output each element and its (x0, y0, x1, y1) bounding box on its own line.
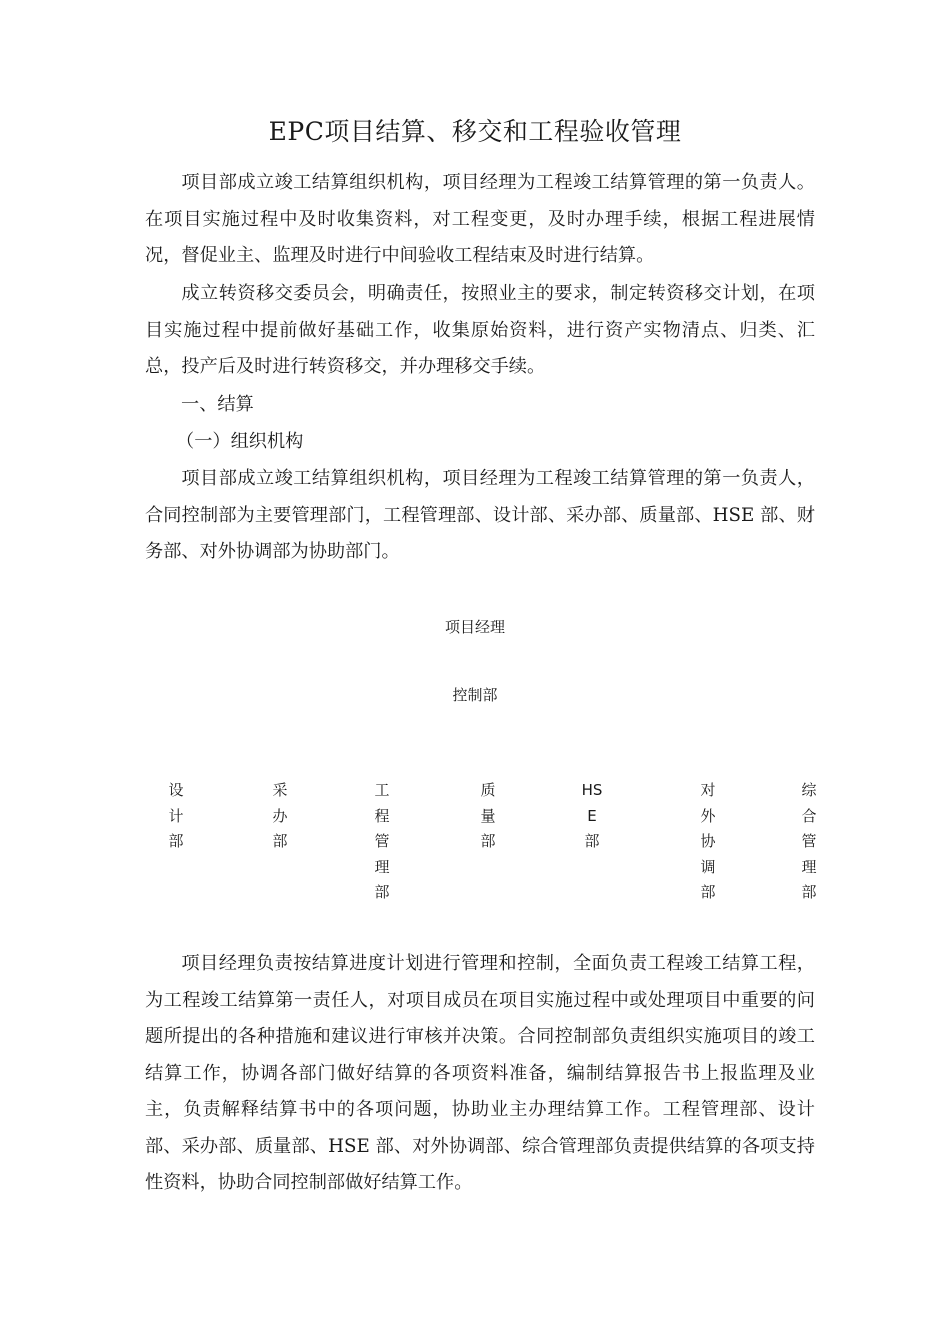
org-node-procurement-dept: 采办部 (272, 781, 288, 850)
heading-organization: （一）组织机构 (176, 431, 304, 452)
org-node-project-manager: 项目经理 (444, 618, 505, 636)
paragraph-responsibilities: 项目经理负责按结算进度计划进行管理和控制，全面负责工程竣工结算工程，为工程竣工结算第一责任人，对项目成员在项目实施过程中或处理项目中重要的问题所提出的各种措施和建议进行审核并决策。合同控制部负责组织实施项目的竣工结算工作，协调各部门做好结算的各项资料准备，编制结算报告书上报监理及业主，负责解释结算书中的各项问题，协助业主办理结算工作。工程管理部、设计部、采办部、质量部、HSE 部、对外协调部、综合管理部负责提供结算的各项支持性资料，协助合同控制部做好结算工作。 (145, 953, 815, 1193)
heading-settlement: 一、结算 (181, 394, 254, 415)
org-node-hse-dept: HSE部 (581, 781, 603, 850)
org-node-design-dept: 设计部 (168, 781, 184, 850)
org-node-external-coordination-dept: 对外协调部 (700, 781, 716, 901)
paragraph-organization: 项目部成立竣工结算组织机构，项目经理为工程竣工结算管理的第一负责人，合同控制部为主要管理部门，工程管理部、设计部、采办部、质量部、HSE 部、财务部、对外协调部为协助部门。 (145, 468, 815, 562)
org-node-engineering-dept: 工程管理部 (374, 781, 390, 901)
org-node-general-management-dept: 综合管理部 (801, 781, 817, 901)
document-title: EPC项目结算、移交和工程验收管理 (268, 117, 682, 146)
paragraph-transfer-committee: 成立转资移交委员会，明确责任，按照业主的要求，制定转资移交计划，在项目实施过程中提前做好基础工作，收集原始资料，进行资产实物清点、归类、汇总，投产后及时进行转资移交，并办理移交手续。 (145, 283, 815, 377)
paragraph-settlement-org: 项目部成立竣工结算组织机构，项目经理为工程竣工结算管理的第一负责人。在项目实施过程中及时收集资料，对工程变更，及时办理手续，根据工程进展情况，督促业主、监理及时进行中间验收工程结束及时进行结算。 (145, 172, 815, 266)
org-node-quality-dept: 质量部 (480, 781, 496, 850)
org-node-control-dept: 控制部 (452, 686, 498, 704)
